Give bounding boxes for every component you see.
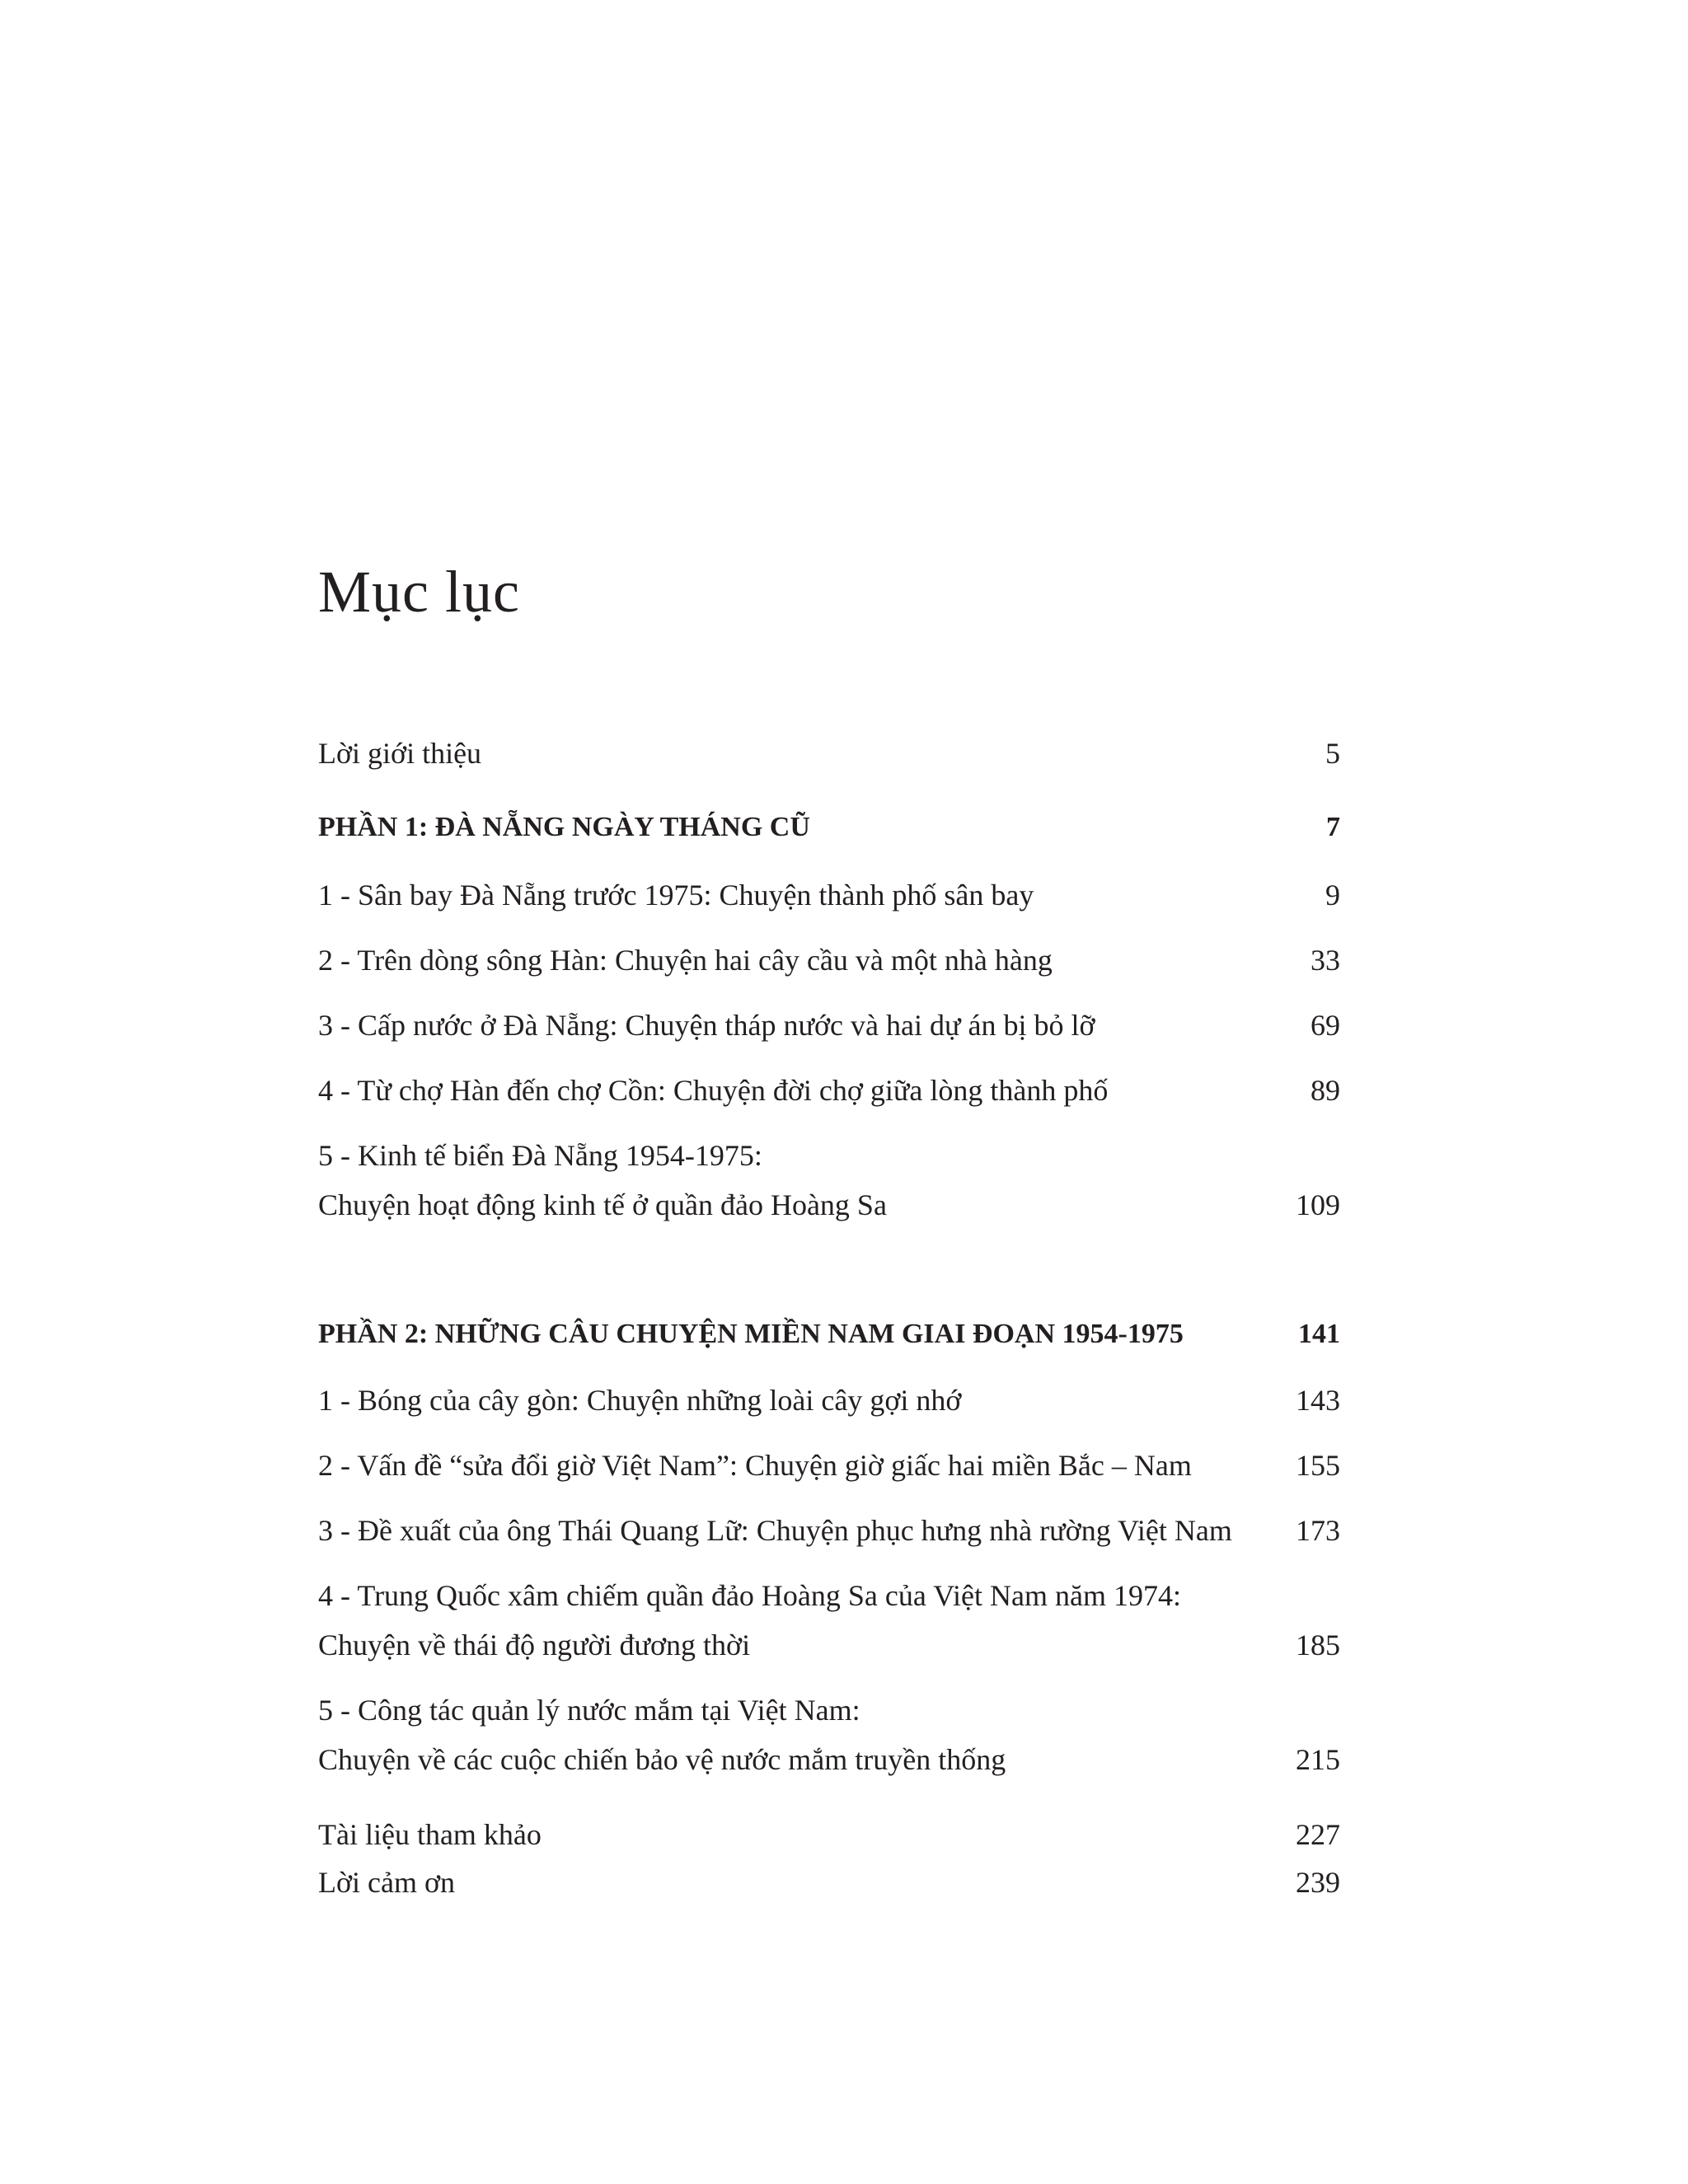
toc-page-number: 155: [1296, 1449, 1340, 1482]
toc-entry-text: 3 - Đề xuất của ông Thái Quang Lữ: Chuyện phục hưng nhà rường Việt Nam: [318, 1514, 1232, 1547]
toc-entry-text-continued: Chuyện hoạt động kinh tế ở quần đảo Hoàng Sa: [318, 1188, 887, 1221]
toc-page-number: 227: [1296, 1818, 1340, 1851]
toc-entry-text: 2 - Trên dòng sông Hàn: Chuyện hai cây cầu và một nhà hàng: [318, 944, 1053, 977]
toc-page-number: 215: [1296, 1743, 1340, 1776]
toc-title: Mục lục: [318, 559, 520, 625]
toc-entry-text: Tài liệu tham khảo: [318, 1818, 542, 1851]
toc-page-number: 141: [1298, 1319, 1340, 1349]
toc-page-number: 89: [1311, 1074, 1340, 1107]
toc-entry-text: Lời giới thiệu: [318, 737, 482, 770]
toc-entry-text: 5 - Công tác quản lý nước mắm tại Việt Nam:: [318, 1694, 860, 1727]
toc-entry-text: 3 - Cấp nước ở Đà Nẵng: Chuyện tháp nước và hai dự án bị bỏ lỡ: [318, 1009, 1095, 1042]
toc-page-number: 9: [1325, 879, 1340, 912]
toc-entry-text: 1 - Sân bay Đà Nẵng trước 1975: Chuyện thành phố sân bay: [318, 879, 1034, 912]
toc-entry-text: 5 - Kinh tế biển Đà Nẵng 1954-1975:: [318, 1139, 762, 1172]
toc-entry-text: 4 - Trung Quốc xâm chiếm quần đảo Hoàng Sa của Việt Nam năm 1974:: [318, 1579, 1181, 1612]
toc-page-number: 109: [1296, 1188, 1340, 1221]
toc-entry-text: 1 - Bóng của cây gòn: Chuyện những loài cây gợi nhớ: [318, 1384, 962, 1417]
toc-entry-text: 2 - Vấn đề “sửa đổi giờ Việt Nam”: Chuyện giờ giấc hai miền Bắc – Nam: [318, 1449, 1192, 1482]
toc-entry-text: Lời cảm ơn: [318, 1866, 456, 1899]
toc-page-number: 33: [1311, 944, 1340, 977]
toc-page-number: 143: [1296, 1384, 1340, 1417]
toc-page-number: 173: [1296, 1514, 1340, 1547]
toc-entry-text-continued: Chuyện về các cuộc chiến bảo vệ nước mắm truyền thống: [318, 1743, 1006, 1776]
toc-entry-text: PHẦN 2: NHỮNG CÂU CHUYỆN MIỀN NAM GIAI ĐOẠN 1954-1975: [318, 1319, 1184, 1349]
toc-entry-text: PHẦN 1: ĐÀ NẴNG NGÀY THÁNG CŨ: [318, 812, 810, 842]
toc-page-number: 185: [1296, 1629, 1340, 1661]
toc-entry-text-continued: Chuyện về thái độ người đương thời: [318, 1629, 751, 1661]
toc-page-number: 5: [1325, 737, 1340, 770]
toc-entry-text: 4 - Từ chợ Hàn đến chợ Cồn: Chuyện đời chợ giữa lòng thành phố: [318, 1074, 1109, 1107]
toc-page-number: 239: [1296, 1866, 1340, 1899]
toc-page-number: 7: [1326, 812, 1340, 842]
toc-page-number: 69: [1311, 1009, 1340, 1042]
